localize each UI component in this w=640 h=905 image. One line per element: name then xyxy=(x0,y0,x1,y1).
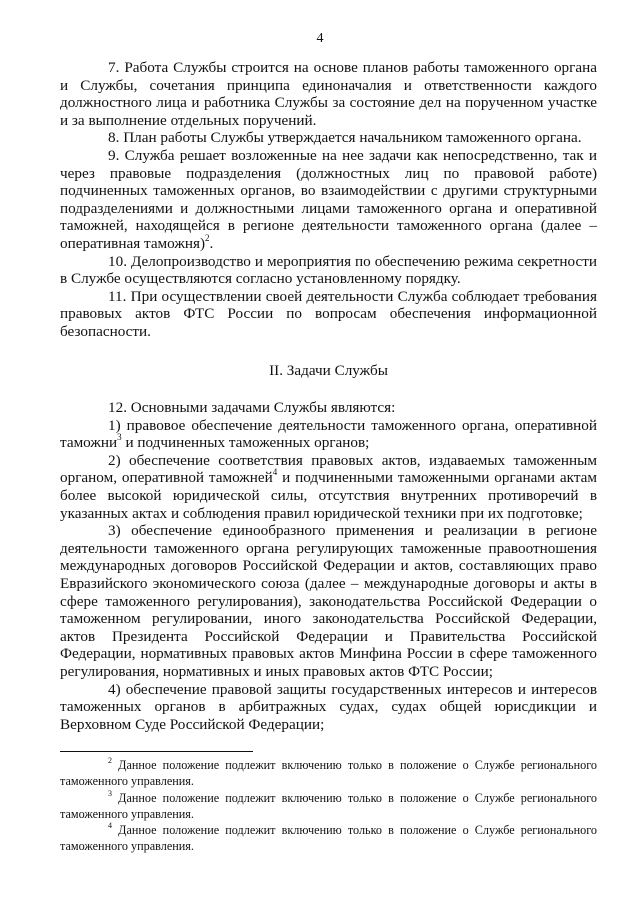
task-1 xyxy=(60,417,597,452)
footnote-number: 3 xyxy=(108,788,112,798)
paragraph-12-intro: 12. Основными задачами Службы являются: xyxy=(108,399,396,417)
footnote-ref-2[interactable]: 2 xyxy=(205,232,210,243)
paragraph-10: 10. Делопроизводство и мероприятия по обеспечению режима секретности в Службе осуществляются согласно установленному порядку. xyxy=(60,252,597,288)
page-number: 4 xyxy=(316,31,324,46)
footnote-text: Данное положение подлежит включению только в положение о Службе регионального таможенного управления. xyxy=(60,790,597,821)
task-1-text-end: и подчиненных таможенных органов; xyxy=(121,434,370,452)
paragraph-9 xyxy=(60,147,597,253)
task-2-text: 2) обеспечение соответствия правовых актов, издаваемых таможенным органом, оперативной таможней xyxy=(60,451,597,487)
task-2 xyxy=(60,452,597,522)
footnote-separator xyxy=(60,751,253,752)
paragraph-9-text: 9. Служба решает возложенные на нее задачи как непосредственно, так и через правовые подразделения (должностных лиц по правовой работе) подчиненных таможенных органов, во взаимодействии с другими структурными подразделениями и должностными лицами таможенного органа и оперативной таможней, находящейся в регионе деятельности таможенного органа (далее – оперативная таможня) xyxy=(60,146,597,252)
footnotes xyxy=(60,757,597,855)
footnote-4 xyxy=(60,822,597,855)
paragraph-11: 11. При осуществлении своей деятельности Служба соблюдает требования правовых актов ФТС России по вопросам обеспечения информационной безопасности. xyxy=(60,287,597,340)
footnote-2 xyxy=(60,757,597,790)
document-body xyxy=(60,59,597,733)
paragraph-9-tail: . xyxy=(209,234,214,252)
footnote-3 xyxy=(60,790,597,823)
footnote-ref-3[interactable]: 3 xyxy=(117,432,122,443)
task-3: 3) обеспечение единообразного применения и реализации в регионе деятельности таможенного органа регулирующих таможенные правоотношения международных договоров Российской Федерации и актов, составляющих право Евразийского экономического союза (далее – международные договоры и акты в сфере таможенного регулирования), законодательства Российской Федерации о таможенном регулировании, иного законодательства Российской Федерации, актов Президента Российской Федерации и Правительства Российской Федерации, нормативных правовых актов Минфина России в сфере таможенного регулирования, нормативных и иных правовых актов ФТС России; xyxy=(60,522,597,680)
task-4: 4) обеспечение правовой защиты государственных интересов и интересов таможенных органов в арбитражных судах, судах общей юрисдикции и Верховном Суде Российской Федерации; xyxy=(60,680,597,733)
task-1-text: 1) правовое обеспечение деятельности таможенного органа, оперативной таможни xyxy=(60,416,597,452)
footnote-number: 2 xyxy=(108,755,112,765)
paragraph-8: 8. План работы Службы утверждается начальником таможенного органа. xyxy=(108,129,582,147)
section-heading: II. Задачи Службы xyxy=(269,361,388,379)
paragraph-7: 7. Работа Службы строится на основе планов работы таможенного органа и Службы, сочетания принципа единоначалия и ответственности каждого должностного лица и работника Службы за состояние дел на порученном участке и за выполнение отдельных поручений. xyxy=(60,59,597,129)
footnote-ref-4[interactable]: 4 xyxy=(272,467,278,478)
footnote-text: Данное положение подлежит включению только в положение о Службе регионального таможенного управления. xyxy=(60,823,597,854)
task-2-text-end: и подчиненными таможенными органами актам более высокой юридической силы, отсутствия внутренних противоречий в указанных актах и соблюдения правил юридической техники при их подготовке; xyxy=(60,469,597,522)
footnote-number: 4 xyxy=(108,821,112,831)
footnote-text: Данное положение подлежит включению только в положение о Службе регионального таможенного управления. xyxy=(60,758,597,789)
